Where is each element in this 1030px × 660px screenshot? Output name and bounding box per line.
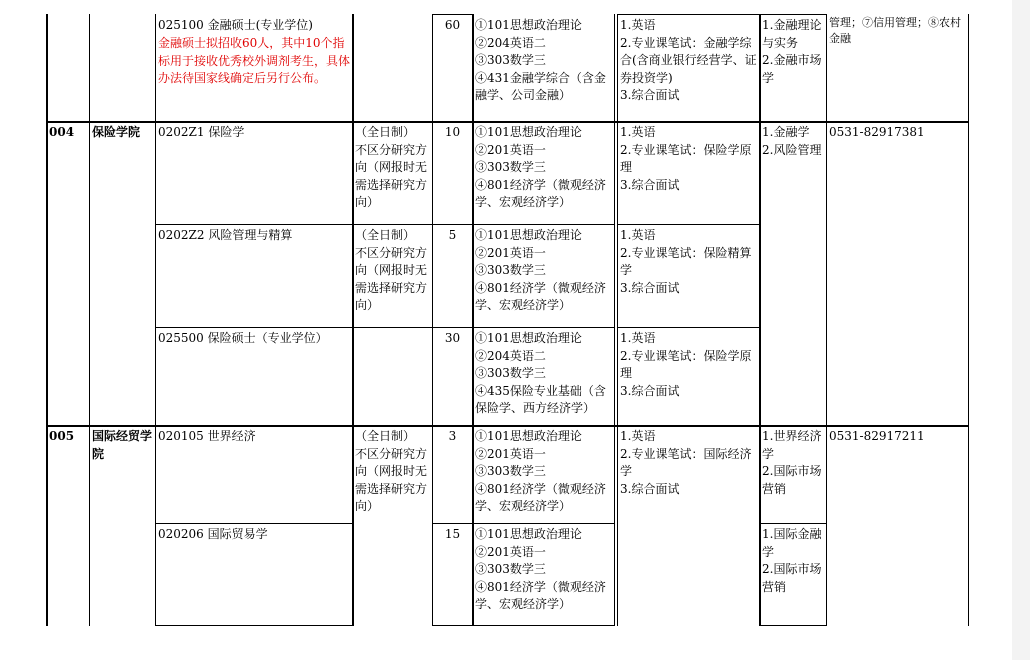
row-divider bbox=[472, 523, 615, 524]
row-divider bbox=[432, 14, 473, 15]
row-divider bbox=[46, 121, 969, 123]
program-name: 020105 世界经济 bbox=[158, 429, 256, 443]
table-border bbox=[155, 14, 156, 626]
department-code: 005 bbox=[49, 429, 75, 443]
row-divider bbox=[352, 327, 433, 328]
retest-subjects: 1.英语 2.专业课笔试：保险精算学 3.综合面试 bbox=[620, 228, 752, 295]
exam-subjects: ①101思想政治理论 ②201英语一 ③303数学三 ④801经济学（微观经济学、宏观经济学） bbox=[475, 125, 606, 209]
contact-cell: 管理；⑦信用管理；⑧农村金融 bbox=[829, 16, 961, 45]
table-border bbox=[826, 14, 827, 626]
row-divider bbox=[155, 625, 353, 626]
table-border bbox=[968, 14, 969, 626]
quota: 10 bbox=[444, 125, 461, 139]
equivalent-subjects: 1.国际金融学 2.国际市场营销 bbox=[762, 527, 822, 594]
study-mode: （全日制） 不区分研究方向（网报时无需选择研究方向） bbox=[355, 429, 428, 513]
quota: 3 bbox=[448, 429, 457, 443]
program-name: 025500 保险硕士（专业学位） bbox=[158, 331, 328, 345]
row-divider bbox=[155, 224, 353, 225]
table-border bbox=[46, 14, 48, 626]
row-divider bbox=[46, 425, 969, 427]
program-name: 0202Z2 风险管理与精算 bbox=[158, 228, 293, 242]
equivalent-subjects: 1.金融理论与实务 2.金融市场学 bbox=[762, 18, 822, 85]
program-name: 0202Z1 保险学 bbox=[158, 125, 245, 139]
study-mode: （全日制） 不区分研究方向（网报时无需选择研究方向） bbox=[355, 125, 428, 209]
table-border bbox=[614, 14, 615, 626]
row-divider bbox=[472, 327, 615, 328]
department-name: 国际经贸学院 bbox=[92, 429, 152, 461]
exam-subjects: ①101思想政治理论 ②201英语一 ③303数学三 ④801经济学（微观经济学、宏观经济学） bbox=[475, 228, 606, 312]
row-divider bbox=[759, 14, 827, 15]
row-divider bbox=[759, 523, 827, 524]
quota: 5 bbox=[448, 228, 457, 242]
retest-subjects: 1.英语 2.专业课笔试：保险学原理 3.综合面试 bbox=[620, 125, 752, 192]
exam-subjects: ①101思想政治理论 ②201英语一 ③303数学三 ④801经济学（微观经济学、宏观经济学） bbox=[475, 429, 606, 513]
equivalent-subjects: 1.世界经济学 2.国际市场营销 bbox=[762, 429, 822, 496]
row-divider bbox=[155, 523, 353, 524]
row-divider bbox=[432, 327, 473, 328]
exam-subjects: ①101思想政治理论 ②204英语二 ③303数学三 ④431金融学综合（含金融学、公司金融） bbox=[475, 18, 606, 102]
row-divider bbox=[352, 224, 433, 225]
row-divider bbox=[472, 625, 615, 626]
table-border bbox=[759, 14, 761, 626]
table-border bbox=[432, 14, 433, 626]
study-mode: （全日制） 不区分研究方向（网报时无需选择研究方向） bbox=[355, 228, 428, 312]
row-divider bbox=[617, 224, 760, 225]
department-name: 保险学院 bbox=[92, 125, 141, 139]
table-border bbox=[617, 14, 618, 626]
row-divider bbox=[432, 625, 473, 626]
exam-subjects: ①101思想政治理论 ②204英语二 ③303数学三 ④435保险专业基础（含保险学、西方经济学） bbox=[475, 331, 606, 415]
department-code: 004 bbox=[49, 125, 75, 139]
quota: 30 bbox=[444, 331, 461, 345]
retest-subjects: 1.英语 2.专业课笔试：国际经济学 3.综合面试 bbox=[620, 429, 752, 496]
page-bottom bbox=[0, 628, 1012, 660]
page-margin bbox=[1012, 0, 1030, 660]
row-divider bbox=[472, 224, 615, 225]
exam-subjects: ①101思想政治理论 ②201英语一 ③303数学三 ④801经济学（微观经济学、宏观经济学） bbox=[475, 527, 606, 611]
program-name: 020206 国际贸易学 bbox=[158, 527, 268, 541]
contact-phone: 0531-82917381 bbox=[829, 125, 925, 139]
contact-phone: 0531-82917211 bbox=[829, 429, 925, 443]
retest-subjects: 1.英语 2.专业课笔试：金融学综合(含商业银行经营学、证券投资学) 3.综合面试 bbox=[620, 18, 757, 102]
program-name: 025100 金融硕士(专业学位) bbox=[158, 18, 313, 32]
equivalent-subjects: 1.金融学 2.风险管理 bbox=[762, 125, 822, 157]
row-divider bbox=[617, 327, 760, 328]
quota: 60 bbox=[444, 18, 461, 32]
program-note: 金融硕士拟招收60人，其中10个指标用于接收优秀校外调剂考生，具体办法待国家线确定后另行公布。 bbox=[158, 36, 350, 85]
row-divider bbox=[155, 327, 353, 328]
row-divider bbox=[759, 625, 827, 626]
row-divider bbox=[617, 14, 760, 15]
retest-subjects: 1.英语 2.专业课笔试：保险学原理 3.综合面试 bbox=[620, 331, 752, 398]
row-divider bbox=[432, 523, 473, 524]
table-border bbox=[472, 14, 474, 626]
quota: 15 bbox=[444, 527, 461, 541]
row-divider bbox=[432, 224, 473, 225]
table-border bbox=[89, 14, 90, 626]
table-border bbox=[352, 14, 354, 626]
